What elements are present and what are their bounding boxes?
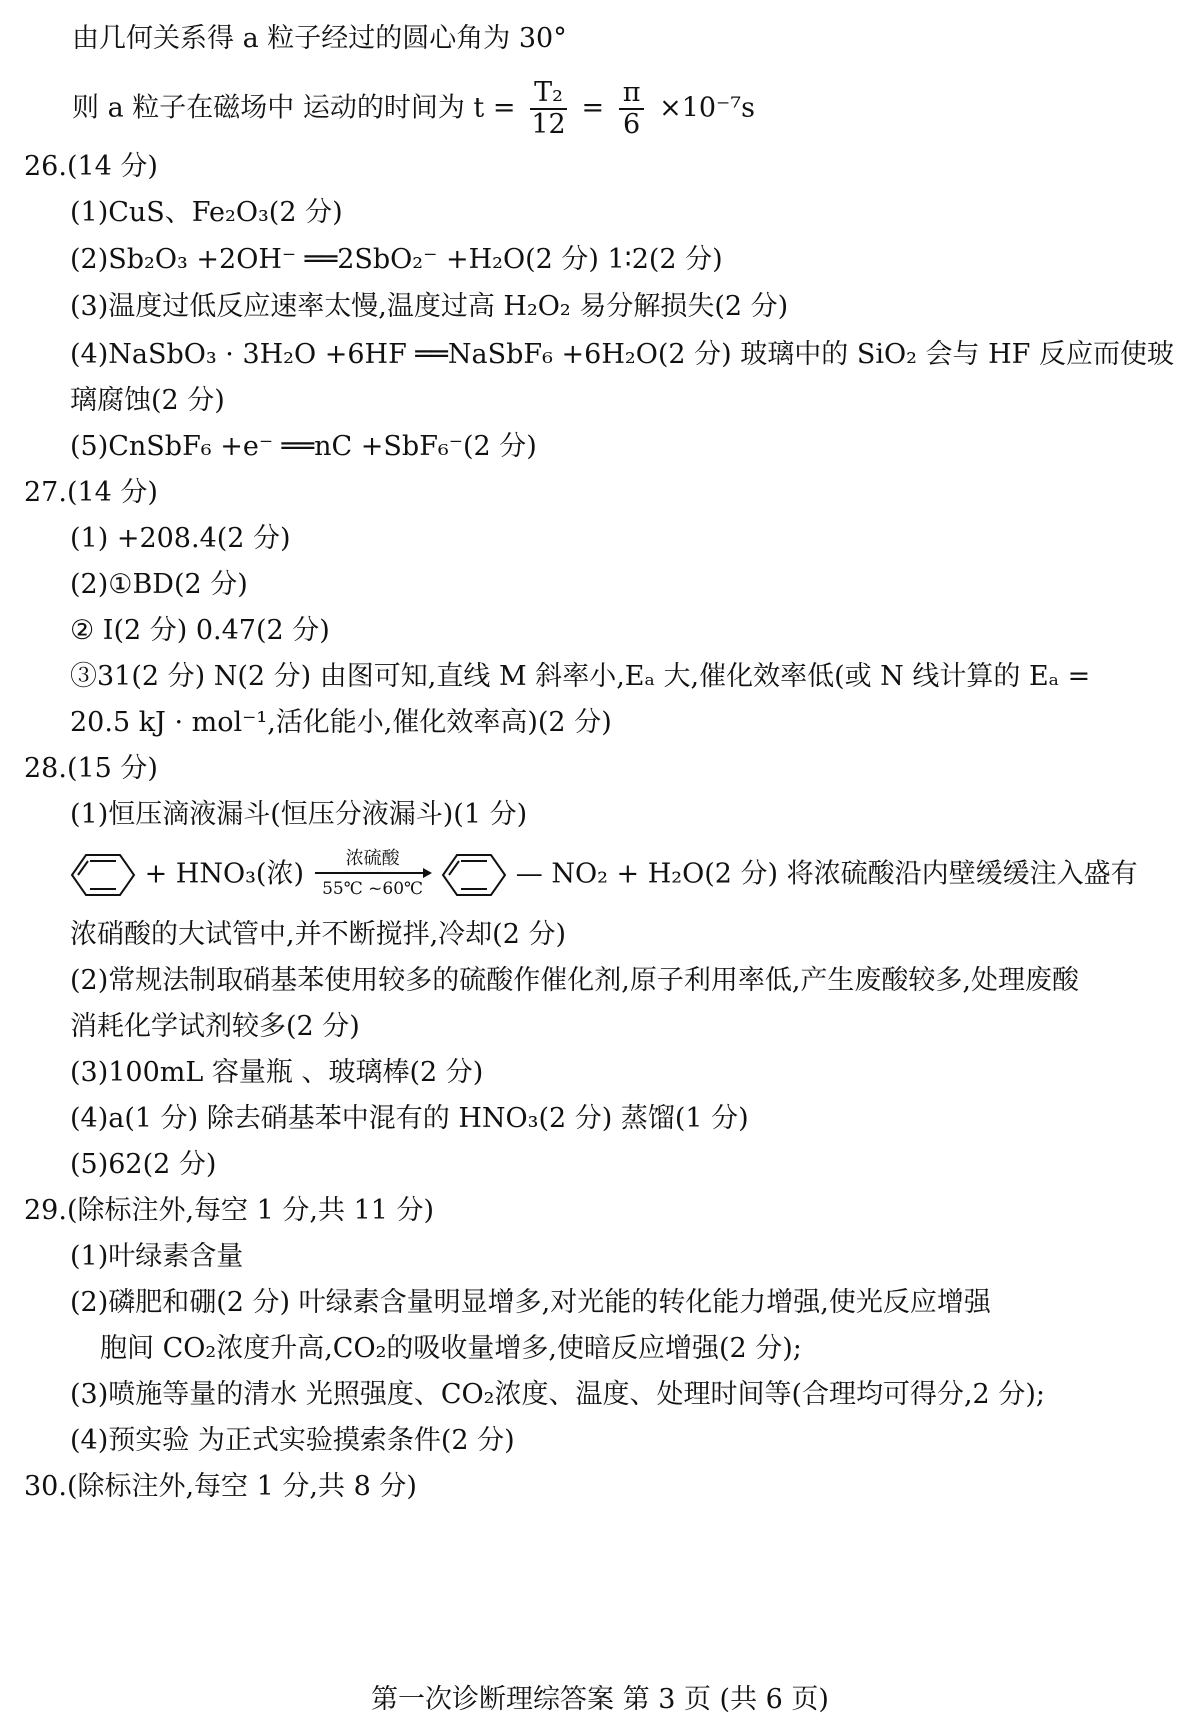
right-arrow-icon xyxy=(313,867,433,879)
text-line: 璃腐蚀(2 分) xyxy=(70,385,225,416)
text-line: (2)①BD(2 分) xyxy=(70,569,248,600)
fraction-t2-over-12 xyxy=(530,78,567,140)
reaction-equation-line xyxy=(70,848,1138,899)
text-line: (1)恒压滴液漏斗(恒压分液漏斗)(1 分) xyxy=(70,799,528,830)
formula-suffix: ×10⁻⁷s xyxy=(659,92,755,124)
text-line: 浓硝酸的大试管中,并不断搅拌,冷却(2 分) xyxy=(70,919,566,950)
text-line: (5)62(2 分) xyxy=(70,1149,217,1180)
formula-line xyxy=(72,78,755,140)
text-line: 20.5 kJ · mol⁻¹,活化能小,催化效率高)(2 分) xyxy=(70,707,612,738)
formula-prefix: 则 a 粒子在磁场中 运动的时间为 t = xyxy=(72,92,516,124)
page-footer: 第一次诊断理综答案 第 3 页 (共 6 页) xyxy=(371,1684,829,1715)
fraction-denominator: 12 xyxy=(531,109,566,140)
text-line: 由几何关系得 a 粒子经过的圆心角为 30° xyxy=(72,23,567,54)
text-line: 胞间 CO₂浓度升高,CO₂的吸收量增多,使暗反应增强(2 分); xyxy=(100,1333,802,1364)
text-line: (3)温度过低反应速率太慢,温度过高 H₂O₂ 易分解损失(2 分) xyxy=(70,291,789,322)
text-line: (1)CuS、Fe₂O₃(2 分) xyxy=(70,197,343,228)
arrow-condition-bottom: 55℃ ~60℃ xyxy=(322,879,424,899)
question-heading: 27.(14 分) xyxy=(24,477,158,508)
fraction-denominator: 6 xyxy=(623,109,641,140)
text-line: (1)叶绿素含量 xyxy=(70,1241,244,1272)
text-line: (2)常规法制取硝基苯使用较多的硫酸作催化剂,原子利用率低,产生废酸较多,处理废酸 xyxy=(70,965,1079,996)
fraction-numerator: π xyxy=(619,78,645,110)
question-heading: 28.(15 分) xyxy=(24,753,158,784)
reaction-arrow xyxy=(313,848,433,899)
text-line: (3)100mL 容量瓶 、玻璃棒(2 分) xyxy=(70,1057,484,1088)
question-heading: 30.(除标注外,每空 1 分,共 8 分) xyxy=(24,1471,417,1502)
text-line: ② Ⅰ(2 分) 0.47(2 分) xyxy=(70,615,330,646)
equals-sign: = xyxy=(581,92,605,124)
products-text: — NO₂ + H₂O(2 分) 将浓硫酸沿内壁缓缓注入盛有 xyxy=(515,858,1138,890)
text-line: (4)预实验 为正式实验摸索条件(2 分) xyxy=(70,1425,515,1456)
reactants-text: + HNO₃(浓) xyxy=(144,858,304,890)
fraction-pi-over-6 xyxy=(619,78,645,140)
benzene-ring-icon xyxy=(70,852,136,898)
text-line: (3)喷施等量的清水 光照强度、CO₂浓度、温度、处理时间等(合理均可得分,2 分); xyxy=(70,1379,1045,1410)
text-line: (4)NaSbO₃ · 3H₂O +6HF ══NaSbF₆ +6H₂O(2 分) 玻璃中的 SiO₂ 会与 HF 反应而使玻 xyxy=(70,339,1174,370)
text-line: ③31(2 分) N(2 分) 由图可知,直线 M 斜率小,Eₐ 大,催化效率低(或 N 线计算的 Eₐ = xyxy=(70,661,1091,692)
text-line: (1) +208.4(2 分) xyxy=(70,523,291,554)
question-heading: 29.(除标注外,每空 1 分,共 11 分) xyxy=(24,1195,435,1226)
text-line: (2)Sb₂O₃ +2OH⁻ ══2SbO₂⁻ +H₂O(2 分) 1∶2(2 分) xyxy=(70,244,723,275)
text-line: (5)CnSbF₆ +e⁻ ══nC +SbF₆⁻(2 分) xyxy=(70,431,537,462)
fraction-numerator: T₂ xyxy=(530,78,567,110)
text-line: (2)磷肥和硼(2 分) 叶绿素含量明显增多,对光能的转化能力增强,使光反应增强 xyxy=(70,1287,991,1318)
arrow-condition-top: 浓硫酸 xyxy=(345,848,400,869)
text-line: (4)a(1 分) 除去硝基苯中混有的 HNO₃(2 分) 蒸馏(1 分) xyxy=(70,1103,749,1134)
benzene-ring-icon xyxy=(441,852,507,898)
text-line: 消耗化学试剂较多(2 分) xyxy=(70,1011,360,1042)
question-heading: 26.(14 分) xyxy=(24,151,158,182)
